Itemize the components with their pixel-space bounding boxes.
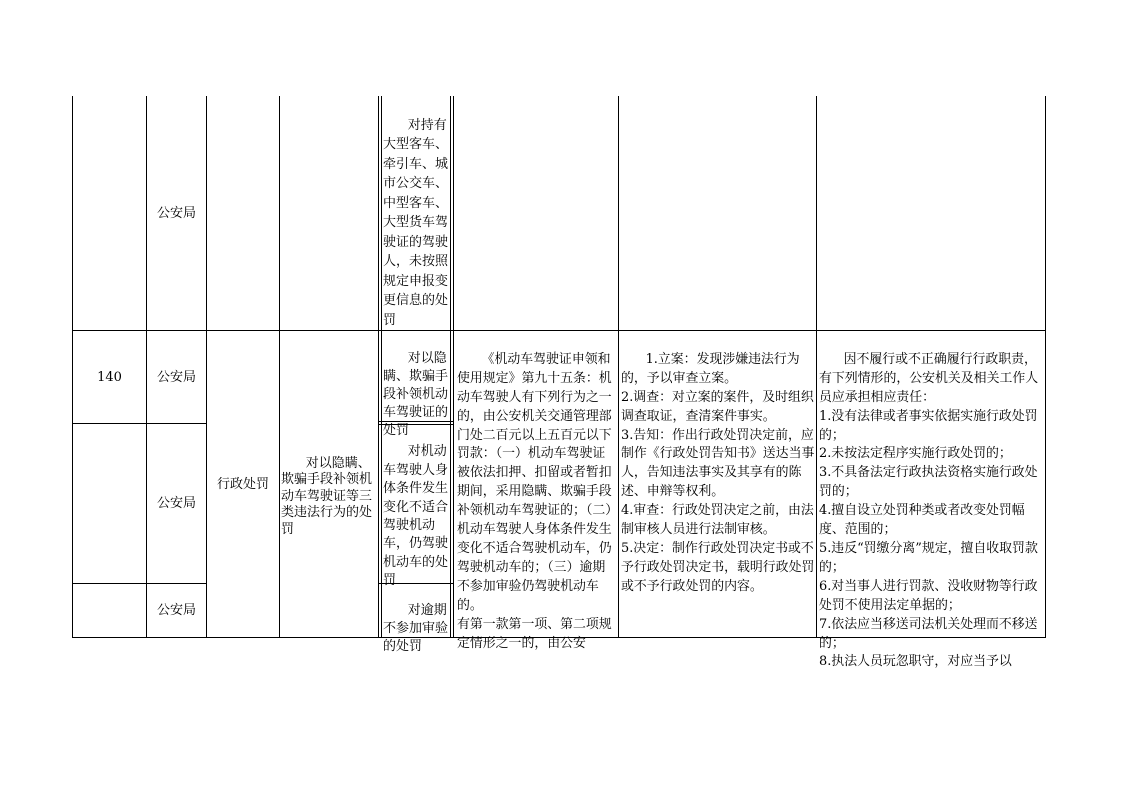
column-divider — [453, 96, 454, 638]
sub-item-name: 对以隐瞒、欺骗手段补领机动车驾驶证的处罚 — [383, 351, 449, 438]
dept-cell — [147, 331, 206, 423]
category-cell — [207, 331, 279, 637]
dept-label: 公安局 — [156, 603, 196, 618]
column-divider — [618, 96, 619, 638]
sub-item-cell — [382, 96, 450, 330]
dept-label: 公安局 — [156, 369, 196, 385]
dept-cell — [147, 584, 206, 637]
dept-label: 公安局 — [156, 496, 196, 511]
liability-text: 因不履行或不正确履行行政职责，有下列情形的，公安机关及相关工作人员应承担相应责任： 1.没有法律或者事实依据实施行政处罚的； 2.未按法定程序实施行政处罚的； 3.不具备法定行政执法资格实施行政处罚的； 4.擅自设立处罚种类或者改变处罚幅度、范围的； 5.违反“罚缴分离”规定，擅自收取罚款的； 6.对当事人进行罚款、没收财物等行政处罚不使用法定单据的； 7.依法应当移送司法机关处理而不移送的； 8.执法人员玩忽职守，对应当予以 — [819, 351, 1039, 670]
sub-item-name: 对持有大型客车、牵引车、城市公交车、中型客车、大型货车驾驶证的驾驶人，未按照规定申报变更信息的处罚 — [383, 117, 449, 328]
column-divider — [816, 96, 817, 638]
legal-basis-cell — [455, 331, 618, 651]
sub-item-name: 对机动车驾驶人身体条件发生变化不适合驾驶机动车，仍驾驶机动车的处罚 — [383, 444, 449, 589]
table-border-right — [1045, 96, 1046, 638]
dept-cell — [147, 424, 206, 583]
sub-item-cell — [382, 425, 450, 589]
process-text: 1.立案：发现涉嫌违法行为的，予以审查立案。 2.调查：对立案的案件，及时组织调查取证，查清案件事实。 3.告知：作出行政处罚决定前，应制作《行政处罚告知书》送达当事人，告知违法事实及其享有的陈述、申辩等权利。 4.审查：行政处罚决定之前，由法制审核人员进行法制审核。 5.决定：制作行政处罚决定书或不予行政处罚决定书，载明行政处罚或不予行政处罚的内容。 — [621, 351, 815, 594]
process-cell — [620, 331, 816, 637]
liability-cell — [818, 331, 1045, 670]
cell-inner-border — [450, 96, 451, 638]
sub-item-cell — [382, 584, 450, 654]
main-item-cell — [281, 331, 377, 637]
seq-cell — [73, 331, 146, 423]
legal-basis-text: 《机动车驾驶证申领和使用规定》第九十五条：机动车驾驶人有下列行为之一的，由公安机关交通管理部门处二百元以上五百元以下罚款：（一）机动车驾驶证被依法扣押、扣留或者暂扣期间，采用隐瞒、欺骗手段补领机动车驾驶证的；（二）机动车驾驶人身体条件发生变化不适合驾驶机动车，仍驾驶机动车的；（三）逾期不参加审验仍驾驶机动车的。 有第一款第一项、第二项规定情形之一的，由公安 — [457, 351, 612, 651]
column-divider — [378, 96, 379, 638]
seq-number: 140 — [97, 369, 122, 385]
dept-cell — [147, 96, 206, 330]
main-item-name: 对以隐瞒、欺骗手段补领机动车驾驶证等三类违法行为的处罚 — [281, 455, 373, 537]
sub-item-name: 对逾期不参加审验的处罚 — [383, 603, 449, 654]
category-label: 行政处罚 — [216, 476, 269, 492]
column-divider — [279, 96, 280, 638]
dept-label: 公安局 — [156, 205, 196, 221]
sub-item-cell — [382, 331, 450, 438]
